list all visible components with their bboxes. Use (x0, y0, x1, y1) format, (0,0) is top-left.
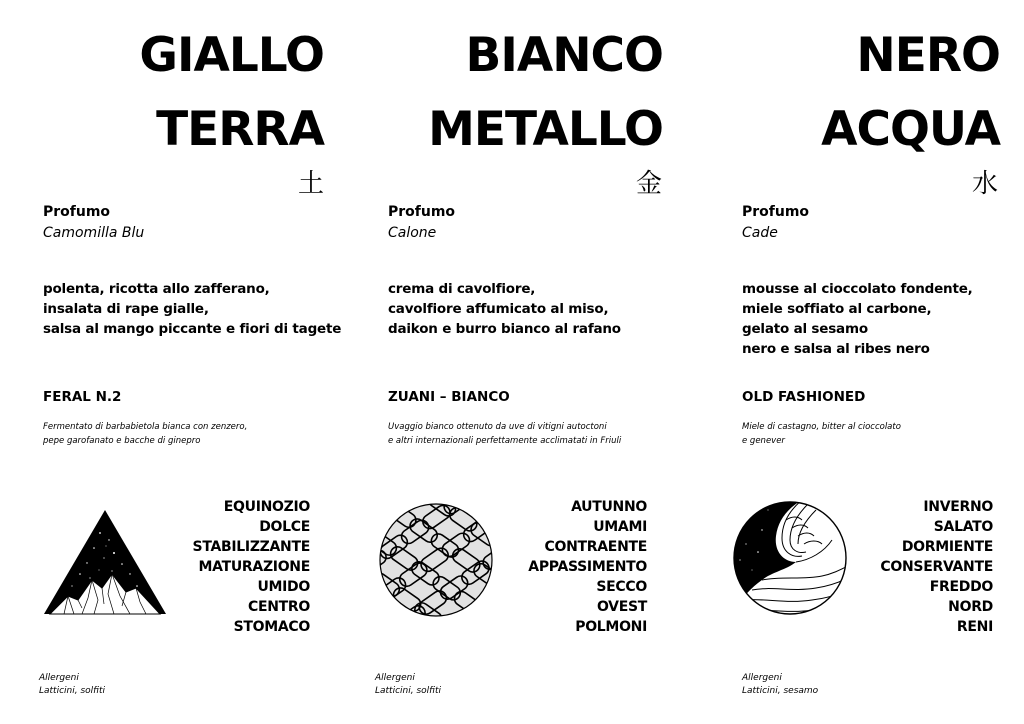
title-line-1: BIANCO (465, 28, 663, 83)
profumo-value: Calone (388, 225, 437, 241)
trait-item: NORD (948, 599, 993, 615)
trait-item: SALATO (933, 519, 993, 535)
title-line-2: ACQUA (821, 102, 1000, 157)
title-line-1: NERO (856, 28, 1000, 83)
kanji-water: 水 (972, 169, 999, 199)
profumo-label: Profumo (43, 204, 111, 220)
trait-item: EQUINOZIO (223, 499, 310, 515)
trait-item: APPASSIMENTO (528, 559, 647, 575)
kanji-metal: 金 (636, 169, 663, 199)
profumo-value: Cade (742, 225, 778, 241)
drink-name: OLD FASHIONED (742, 389, 866, 405)
allergen-label: Allergeni (375, 673, 415, 683)
allergen-label: Allergeni (742, 673, 782, 683)
profumo-value: Camomilla Blu (43, 225, 145, 241)
trait-item: RENI (956, 619, 993, 635)
traits-list (528, 497, 647, 637)
profumo-label: Profumo (742, 204, 810, 220)
title-line-2: METALLO (428, 102, 663, 157)
trait-item: AUTUNNO (571, 499, 647, 515)
drink-name: ZUANI – BIANCO (388, 389, 510, 405)
trait-item: DORMIENTE (901, 539, 993, 555)
allergen-value: Latticini, solfiti (375, 686, 442, 696)
trait-item: INVERNO (923, 499, 993, 515)
wave-circle-illustration (732, 500, 848, 616)
trait-item: CONSERVANTE (880, 559, 993, 575)
title-line-2: TERRA (156, 102, 324, 157)
drink-note: Miele di castagno, bitter al cioccolato e genever (742, 422, 901, 446)
trait-item: FREDDO (929, 579, 993, 595)
trait-item: STABILIZZANTE (192, 539, 310, 555)
trait-item: UMIDO (257, 579, 310, 595)
allergen-label: Allergeni (39, 673, 79, 683)
dish-description: polenta, ricotta allo zafferano, insalata di rape gialle, salsa al mango piccante e fiori di tagete (43, 281, 342, 337)
drink-note: Uvaggio bianco ottenuto da uve di vitigni autoctoni e altri internazionali perfettamente acclimatati in Friuli (388, 422, 622, 446)
traits-list (193, 497, 310, 637)
drink-note: Fermentato di barbabietola bianca con zenzero, pepe garofanato e bacche di ginepro (43, 422, 248, 446)
dish-description: crema di cavolfiore, cavolfiore affumicato al miso, daikon e burro bianco al rafano (388, 281, 621, 337)
trait-item: STOMACO (233, 619, 310, 635)
mountain-triangle-illustration (42, 508, 168, 616)
trait-item: POLMONI (575, 619, 647, 635)
profumo-label: Profumo (388, 204, 456, 220)
dish-description: mousse al cioccolato fondente, miele soffiato al carbone, gelato al sesamo nero e salsa al ribes nero (742, 281, 973, 357)
trait-item: SECCO (596, 579, 647, 595)
allergen-value: Latticini, solfiti (39, 686, 106, 696)
traits-list (880, 497, 993, 637)
trait-item: MATURAZIONE (198, 559, 310, 575)
kanji-earth: 土 (298, 169, 325, 199)
trait-item: UMAMI (593, 519, 647, 535)
title-line-1: GIALLO (139, 28, 324, 83)
trait-item: OVEST (596, 599, 647, 615)
allergen-value: Latticini, sesamo (742, 686, 819, 696)
trait-item: CONTRAENTE (544, 539, 647, 555)
trait-item: CENTRO (248, 599, 310, 615)
chains-circle-illustration (378, 502, 494, 618)
trait-item: DOLCE (259, 519, 310, 535)
drink-name: FERAL N.2 (43, 389, 122, 405)
